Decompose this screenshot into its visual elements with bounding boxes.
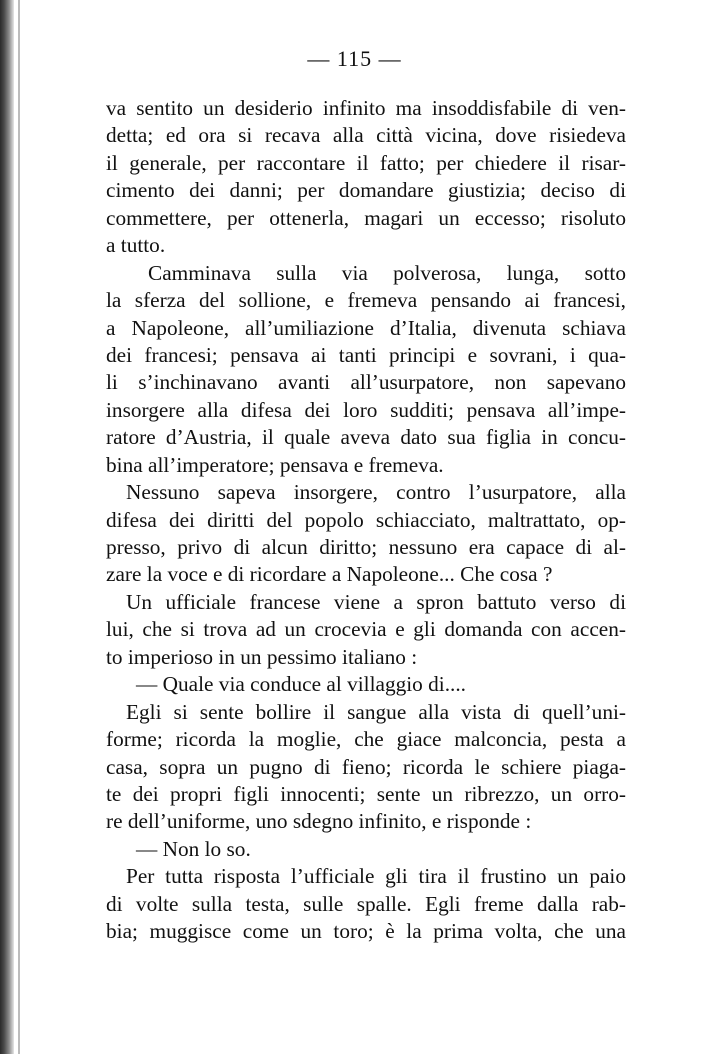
text-line: te dei propri figli innocenti; sente un ribrezzo, un orro- bbox=[106, 781, 626, 806]
text-line: detta; ed ora si recava alla città vicina, dove risiedeva bbox=[106, 123, 626, 148]
text-line: dei francesi; pensava ai tanti principi e sovrani, i qua- bbox=[106, 342, 626, 367]
text-line: bina all’imperatore; pensava e fremeva. bbox=[106, 452, 444, 477]
page-number: — 115 — bbox=[307, 46, 402, 71]
text-line: forme; ricorda la moglie, che giace malconcia, pesta a bbox=[106, 727, 626, 752]
paragraph-start-line: Egli si sente bollire il sangue alla vista di quell’uni- bbox=[126, 699, 626, 724]
dialogue-line: — Non lo so. bbox=[136, 836, 251, 861]
text-line: lui, che si trova ad un crocevia e gli domanda con accen- bbox=[106, 617, 626, 642]
text-line: zare la voce e di ricordare a Napoleone... Che cosa ? bbox=[106, 562, 553, 587]
text-line: bia; muggisce come un toro; è la prima volta, che una bbox=[106, 919, 626, 944]
text-line: commettere, per ottenerla, magari un eccesso; risoluto bbox=[106, 205, 626, 230]
text-line: il generale, per raccontare il fatto; per chiedere il risar- bbox=[106, 150, 626, 175]
text-line: casa, sopra un pugno di fieno; ricorda le schiere piaga- bbox=[106, 754, 626, 779]
text-line: a tutto. bbox=[106, 233, 166, 258]
text-line: re dell’uniforme, uno sdegno infinito, e risponde : bbox=[106, 809, 532, 834]
paragraph-start-line: Per tutta risposta l’ufficiale gli tira il frustino un paio bbox=[126, 864, 626, 889]
page-body-text bbox=[106, 95, 626, 946]
text-line: li s’inchinavano avanti all’usurpatore, non sapevano bbox=[106, 370, 626, 395]
text-line: di volte sulla testa, sulle spalle. Egli freme dalla rab- bbox=[106, 891, 626, 916]
paragraph-start-line: Nessuno sapeva insorgere, contro l’usurpatore, alla bbox=[126, 480, 626, 505]
text-line: cimento dei danni; per domandare giustizia; deciso di bbox=[106, 178, 626, 203]
text-line: a Napoleone, all’umiliazione d’Italia, divenuta schiava bbox=[106, 315, 626, 340]
scan-binding-shadow bbox=[18, 0, 20, 1054]
text-line: difesa dei diritti del popolo schiacciato, maltrattato, op- bbox=[106, 507, 626, 532]
text-line: va sentito un desiderio infinito ma insoddisfabile di ven- bbox=[106, 96, 626, 120]
paragraph-start-line: Un ufficiale francese viene a spron battuto verso di bbox=[126, 589, 626, 614]
scan-binding-edge bbox=[0, 0, 14, 1054]
text-line: ratore d’Austria, il quale aveva dato sua figlia in concu- bbox=[106, 425, 626, 450]
dialogue-line: — Quale via conduce al villaggio di.... bbox=[136, 672, 467, 697]
text-line: presso, privo di alcun diritto; nessuno era capace di al- bbox=[106, 535, 626, 559]
paragraph-start-line: Camminava sulla via polverosa, lunga, sotto bbox=[148, 260, 626, 285]
text-line: insorgere alla difesa dei loro sudditi; pensava all’impe- bbox=[106, 397, 626, 422]
text-line: to imperioso in un pessimo italiano : bbox=[106, 644, 418, 669]
text-line: la sferza del sollione, e fremeva pensando ai francesi, bbox=[106, 288, 626, 313]
